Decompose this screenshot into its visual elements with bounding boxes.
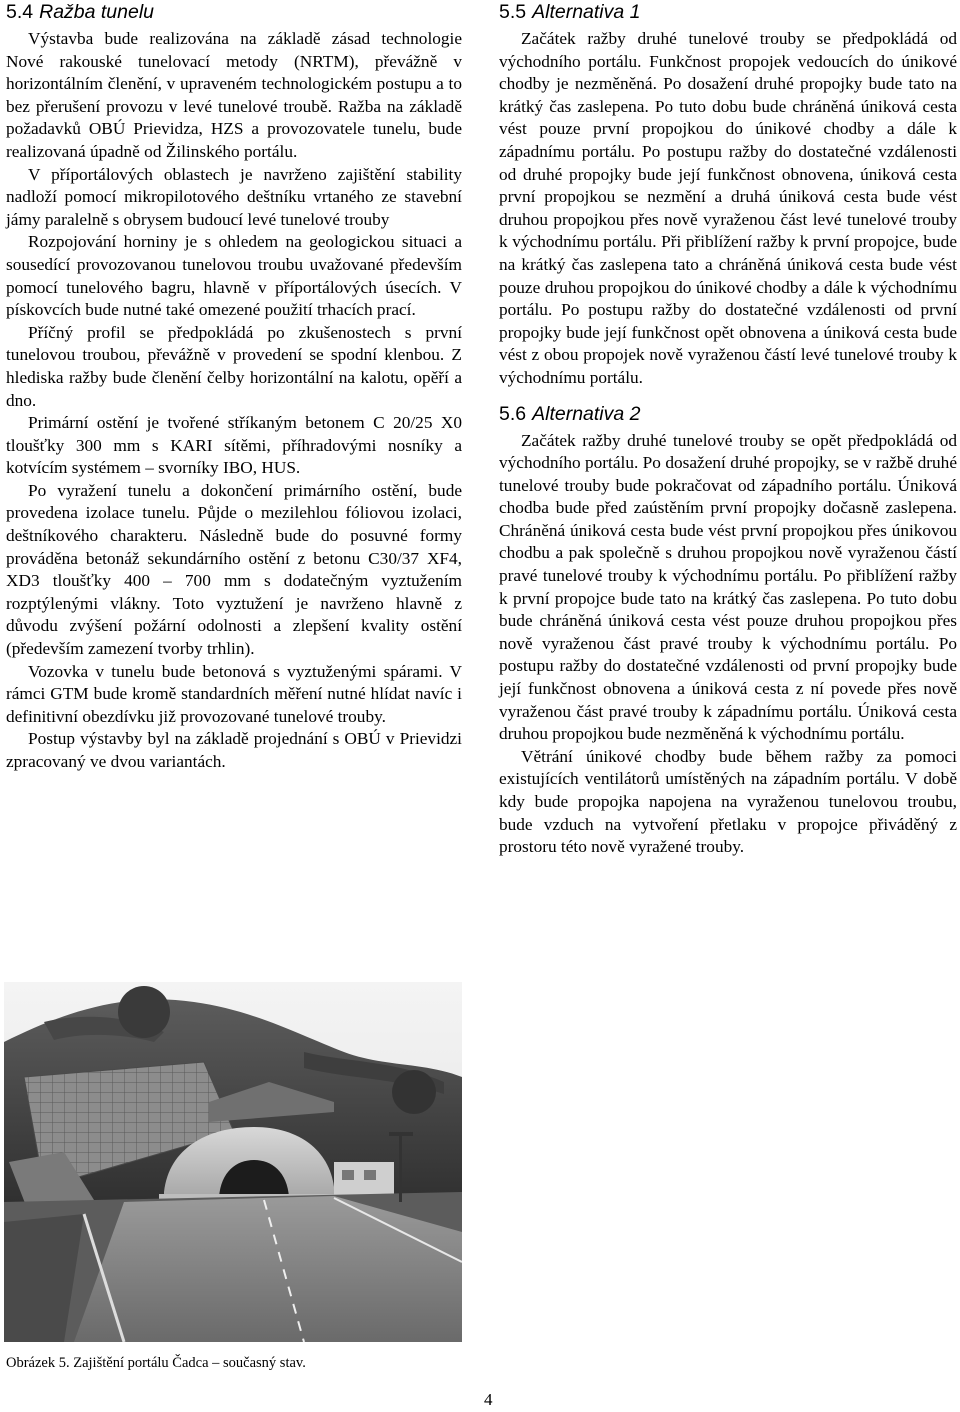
paragraph: Vozovka v tunelu bude betonová s vyztuženými spárami. V rámci GTM bude kromě standardních měření nutné hlídat navíc i definitivní obezdívku již provozované tunelové trouby. [6, 661, 462, 726]
section-heading-5-5 [499, 0, 957, 24]
section-title: Ražba tunelu [39, 1, 155, 23]
page-number: 4 [484, 1390, 493, 1409]
section-title: Alternativa 2 [532, 402, 641, 425]
paragraph: Po vyražení tunelu a dokončení primárního ostění, bude provedena izolace tunelu. Půjde o mezilehlou fóliovou izolaci, deštníkového charakteru. Následně bude do posuvné formy prováděna betonáž sekundárního ostění z betonu C30/37 XF4, XD3 tloušťky 400 – 700 mm s dodatečným vyztužením rozptýlenými vlákny. Toto vyztužení je navrženo hlavně z důvodu zvýšení požární odolnosti a zlepšení kvality ostění (především zamezení tvorby trhlin). [6, 480, 462, 659]
left-column [6, 0, 462, 774]
section-title: Alternativa 1 [532, 1, 641, 23]
paragraph: Začátek ražby druhé tunelové trouby se opět předpokládá od východního portálu. Po dosažení druhé propojky, se v ražbě druhé tunelové trouby bude pokračovat od západního portálu. Úniková chodba bude před zaústěním první propojky dočasně zaslepena. Chráněná úniková cesta bude vést první propojkou přes únikovou chodbu a pak společně s druhou propojkou nově vyraženou částí pravé tunelové trouby k východnímu portálu. Po přiblížení ražby k první propojce bude tato na krátký čas zaslepena. Po tuto dobu bude chráněná úniková cesta vést pouze druhou propojkou přes nově vyraženou část pravé trouby k východnímu portálu. Po postupu ražby do dostatečné vzdálenosti od první propojky bude její funkčnost obnovena a úniková cesta z ní povede přes nově vyraženou část pravé trouby k západnímu portálu. Úniková cesta druhou propojkou bude nezměněná k východnímu portálu. [499, 430, 957, 744]
tunnel-portal-photo [4, 982, 462, 1342]
paragraph: Větrání únikové chodby bude během ražby za pomoci existujících ventilátorů umístěných na západním portálu. V době kdy bude propojka napojena na vyraženou tunelovou troubu, bude vzduch na vytvoření přetlaku v propojce přiváděný z prostoru této nově vyražené trouby. [499, 746, 957, 857]
paragraph: Příčný profil se předpokládá po zkušenostech s první tunelovou troubou, převážně v provedení se spodní klenbou. Z hlediska ražby bude členění čelby horizontální na kalotu, opěří a dno. [6, 322, 462, 410]
section-number: 5.6 [499, 402, 527, 425]
section-heading-5-6 [499, 402, 957, 426]
section-number: 5.4 [6, 1, 34, 23]
paragraph: Rozpojování horniny je s ohledem na geologickou situaci a sousedící provozovanou tunelovou troubu uvažované především pomocí tunelového bagru, hlavně v příportálových úsecích. V pískovcích bude nutné také omezené použití trhacích prací. [6, 232, 462, 320]
section-heading-5-4 [6, 0, 462, 24]
paragraph: Výstavba bude realizována na základě zásad technologie Nové rakouské tunelovací metody (NRTM), převážně v horizontálním členění, v upraveném technologickém postupu a to bez přerušení provozu v levé tunelové troubě. Ražba na základě požadavků OBÚ Prievidza, HZS a provozovatele tunelu, bude realizovaná úpadně od Žilinského portálu. [6, 29, 462, 161]
paragraph: Postup výstavby byl na základě projednání s OBÚ v Prievidzi zpracovaný ve dvou variantách. [6, 729, 462, 771]
section-number: 5.5 [499, 1, 527, 23]
paragraph: V příportálových oblastech je navrženo zajištění stability nadloží pomocí mikropilotového deštníku vrtaného ze stavební jámy paralelně s obrysem budoucí levé tunelové trouby [6, 164, 462, 229]
paragraph: Začátek ražby druhé tunelové trouby se předpokládá od východního portálu. Funkčnost propojek vedoucích do únikové chodby je nezměněná. Po dosažení druhé propojky bude tato na krátký čas zaslepena. Po tuto dobu bude chráněná úniková cesta vést pouze první propojkou do únikové chodby a dále k západnímu portálu. Po postupu ražby do dostatečné vzdálenosti od druhé propojky bude její funkčnost obnovena, úniková cesta první propojkou se nezmění a druhá úniková cesta bude vést druhou propojkou přes nově vyraženou část levé tunelové trouby k východnímu portálu. Při přiblížení ražby k první propojce, bude na krátký čas zaslepena tato a chráněná úniková cesta bude vést pouze druhou propojkou do únikové chodby a dále k východnímu portálu. Po postupu ražby do dostatečné vzdálenosti od první propojky bude její funkčnost opět obnovena a úniková cesta bude vést z obou propojek nově vyraženou částí levé tunelové trouby k východnímu portálu. [499, 29, 957, 387]
right-column [499, 0, 957, 859]
figure-caption: Obrázek 5. Zajištění portálu Čadca – současný stav. [6, 1355, 306, 1371]
paragraph: Primární ostění je tvořené stříkaným betonem C 20/25 X0 tloušťky 300 mm s KARI sítěmi, příhradovými nosníky a kotvícím systémem – svorníky IBO, HUS. [6, 413, 462, 478]
